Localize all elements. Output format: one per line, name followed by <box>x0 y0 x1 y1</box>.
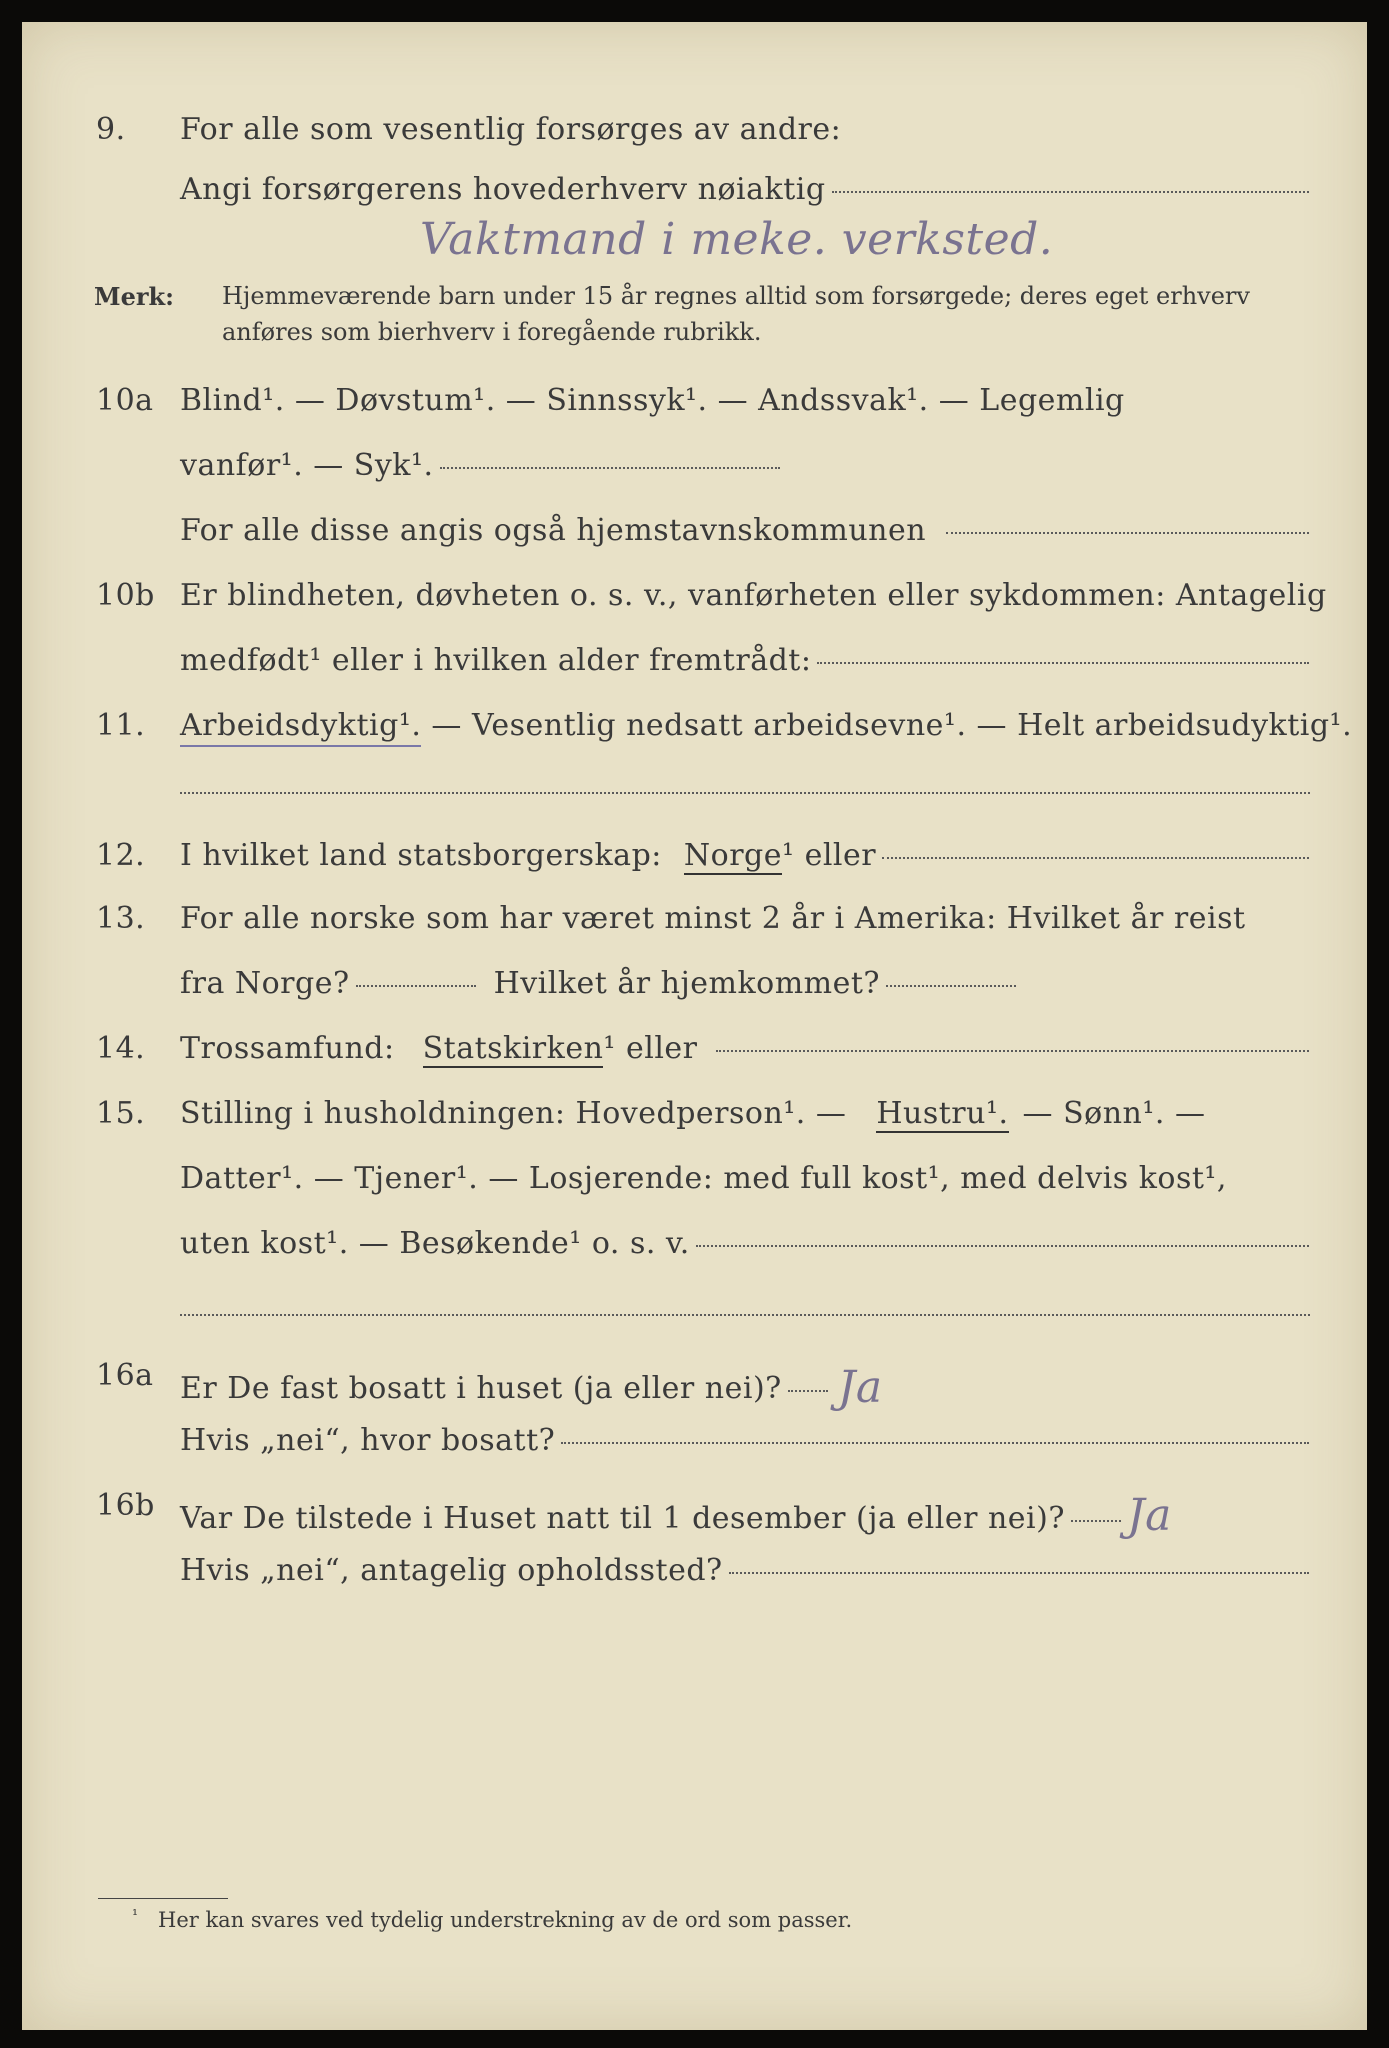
q12-dotted-field <box>882 857 1309 859</box>
q16a-question: Er De fast bosatt i huset (ja eller nei)? <box>180 1371 782 1406</box>
q11-blank-line <box>180 792 1310 794</box>
q15-hovedperson: Stilling i husholdningen: Hovedperson¹. — <box>180 1096 847 1131</box>
q10a-line1 <box>0 375 1389 423</box>
q10a-number: 10a <box>96 383 154 418</box>
q11-option-arbeidsdyktig: Arbeidsdyktig¹. <box>180 708 421 747</box>
q12-eller: ¹ eller <box>782 838 877 873</box>
q14-eller: ¹ eller <box>603 1031 698 1066</box>
q13-reist-field <box>356 985 476 987</box>
q16b-followup-field <box>729 1572 1309 1574</box>
q10b-question-2: medfødt¹ eller i hvilken alder fremtrådt: <box>180 643 812 678</box>
q10a-hometown-label: For alle disse angis også hjemstavnskommunen <box>180 513 927 548</box>
q16b-number: 16b <box>96 1488 155 1523</box>
q15-dotted-field <box>696 1245 1309 1247</box>
q16a-number: 16a <box>96 1358 154 1393</box>
q16b-question: Var De tilstede i Huset natt til 1 desember (ja eller nei)? <box>180 1501 1065 1536</box>
q16a-handwritten-answer: Ja <box>837 1362 883 1413</box>
q9-number: 9. <box>96 112 126 147</box>
q9-label: Angi forsørgerens hovederhverv nøiaktig <box>180 172 826 207</box>
q14-number: 14. <box>96 1031 146 1066</box>
q16b-handwritten-answer: Ja <box>1126 1490 1172 1541</box>
q12-number: 12. <box>96 838 146 873</box>
q16a-followup-field <box>561 1442 1309 1444</box>
q16a-line1 <box>0 1350 1389 1413</box>
q16b-followup: Hvis „nei“, antagelig opholdssted? <box>180 1553 723 1588</box>
q10b-dotted-field <box>817 662 1309 664</box>
q10a-line3 <box>0 505 1389 553</box>
q14-underlined-statskirken: Statskirken <box>422 1031 604 1066</box>
footnote-mark: ¹ <box>132 1906 139 1924</box>
q10a-line2 <box>0 440 1389 488</box>
q16a-dotted-field <box>788 1390 828 1392</box>
q10a-options: Blind¹. — Døvstum¹. — Sinnssyk¹. — Andssvak¹. — Legemlig <box>180 383 1125 418</box>
q10b-line1 <box>0 570 1389 618</box>
q13-hjemkommet-label: Hvilket år hjemkommet? <box>493 966 881 1001</box>
q9-line1 <box>0 104 1389 152</box>
q15-blank-line <box>180 1314 1310 1316</box>
q16a-followup: Hvis „nei“, hvor bosatt? <box>180 1423 556 1458</box>
q16a-line2 <box>0 1415 1389 1463</box>
q13-line2 <box>0 958 1389 1006</box>
merk-line2: anføres som bierhverv i foregående rubrikk. <box>222 318 762 346</box>
q9-dotted-field <box>832 191 1309 193</box>
q15-line1 <box>0 1088 1389 1136</box>
q10b-line2 <box>0 635 1389 683</box>
q13-question: For alle norske som har været minst 2 år i Amerika: Hvilket år reist <box>180 901 1246 936</box>
q13-number: 13. <box>96 901 146 936</box>
q15-sonn: — Sønn¹. — <box>1022 1096 1206 1131</box>
q15-underlined-hustru: Hustru¹. <box>876 1096 1009 1131</box>
q13-hjemkommet-field <box>886 985 1016 987</box>
q14-dotted-field <box>716 1050 1309 1052</box>
q11-other-options: — Vesentlig nedsatt arbeidsevne¹. — Helt arbeidsudyktig¹. <box>431 708 1353 743</box>
q12-underlined-norge: Norge <box>683 838 783 873</box>
q9-handwritten-answer: Vaktmand i meke. verksted. <box>420 214 1054 265</box>
q14-line <box>0 1023 1389 1071</box>
q11-line <box>0 700 1389 748</box>
footnote-rule <box>98 1898 228 1899</box>
q11-number: 11. <box>96 708 146 743</box>
q12-label: I hvilket land statsborgerskap: <box>180 838 662 873</box>
q15-number: 15. <box>96 1096 146 1131</box>
merk-line1: Hjemmeværende barn under 15 år regnes alltid som forsørgede; deres eget erhverv <box>222 282 1250 310</box>
q9-line2 <box>0 164 1389 212</box>
q12-line <box>0 830 1389 878</box>
q16b-dotted-field <box>1071 1520 1121 1522</box>
q16b-line2 <box>0 1545 1389 1593</box>
q9-answer-line <box>0 214 1389 274</box>
merk-label: Merk: <box>94 282 174 311</box>
footnote-text: Her kan svares ved tydelig understrekning av de ord som passer. <box>158 1908 853 1932</box>
q13-line1 <box>0 893 1389 941</box>
q15-line2 <box>0 1153 1389 1201</box>
q10b-number: 10b <box>96 578 155 613</box>
q13-reist-label: fra Norge? <box>180 966 350 1001</box>
q15-options: Datter¹. — Tjener¹. — Losjerende: med full kost¹, med delvis kost¹, <box>180 1161 1227 1196</box>
q16b-line1 <box>0 1480 1389 1541</box>
q9-question: For alle som vesentlig forsørges av andre: <box>180 112 842 147</box>
q15-line3 <box>0 1218 1389 1266</box>
q10a-options-2: vanfør¹. — Syk¹. <box>180 448 434 483</box>
q10a-hometown-field <box>946 532 1309 534</box>
q15-options-2: uten kost¹. — Besøkende¹ o. s. v. <box>180 1226 690 1261</box>
q14-label: Trossamfund: <box>180 1031 395 1066</box>
q10b-question: Er blindheten, døvheten o. s. v., vanførheten eller sykdommen: Antagelig <box>180 578 1327 613</box>
q10a-dotted-field <box>440 467 780 469</box>
